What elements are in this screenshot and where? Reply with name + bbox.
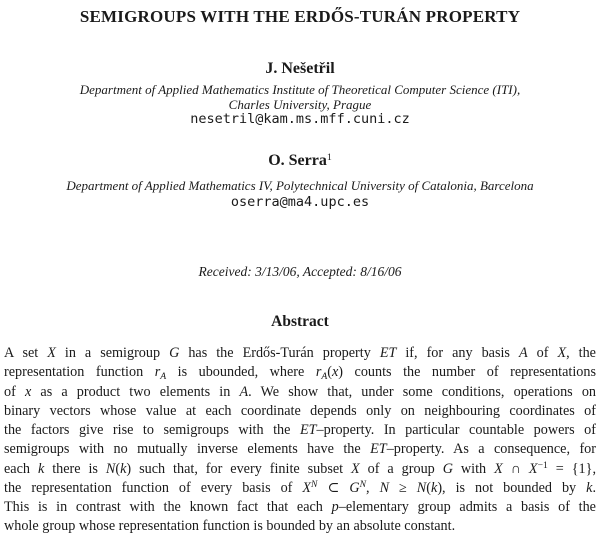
abstract-line: This is in contrast with the known fact that each p–elementary group admits a basis of the bbox=[4, 499, 596, 515]
received-accepted-line: Received: 3/13/06, Accepted: 8/16/06 bbox=[198, 264, 402, 279]
author-affiliation-line: Charles University, Prague bbox=[228, 97, 372, 112]
abstract-line: whole group whose representation function is bounded by an absolute constant. bbox=[4, 518, 456, 535]
abstract-line: A set X in a semigroup G has the Erdős-Turán property ET if, for any basis A of X, the bbox=[4, 345, 596, 361]
abstract-line: representation function $r_A$ is ubounded, where $r_A(x)$ counts the number of representations bbox=[4, 364, 597, 382]
author-name-text: O. Serra bbox=[268, 152, 327, 169]
author-email-nesetril: nesetril@kam.ms.mff.cuni.cz bbox=[190, 111, 410, 127]
footnote-mark: 1 bbox=[326, 151, 332, 163]
abstract-line: of x as a product two elements in A. We show that, under some conditions, operations on bbox=[4, 383, 597, 400]
author-affiliation-line: Department of Applied Mathematics Institute of Theoretical Computer Science (ITI), bbox=[79, 82, 521, 97]
author-affiliation-line: Department of Applied Mathematics IV, Polytechnical University of Catalonia, Barcelona bbox=[66, 178, 534, 193]
abstract-line: the representation function of every basis of $X^N$ ⊂ $G^N$, N ≥ N(k), is not bounded by k. bbox=[4, 479, 596, 496]
abstract-line: semigroups with no mutually inverse elements have the ET–property. As a consequence, for bbox=[4, 441, 596, 458]
abstract-heading: Abstract bbox=[271, 313, 329, 330]
abstract-line: each k there is N(k) such that, for every finite subset X of a group G with X ∩ $X^{-1} = \{1\}$, bbox=[4, 460, 596, 477]
abstract-line: binary vectors whose value at each coordinate depends only on neighbouring coordinates of bbox=[4, 402, 596, 419]
author-email-serra: oserra@ma4.upc.es bbox=[230, 194, 370, 210]
paper-title: SEMIGROUPS WITH THE ERDŐS-TURÁN PROPERTY bbox=[79, 7, 521, 26]
abstract-line: the factors give rise to semigroups with the ET–property. In particular countable powers of bbox=[4, 422, 596, 438]
author-name-nesetril: J. Nešetřil bbox=[265, 60, 335, 77]
author-name-serra bbox=[0, 152, 600, 170]
abstract-body bbox=[4, 344, 596, 537]
